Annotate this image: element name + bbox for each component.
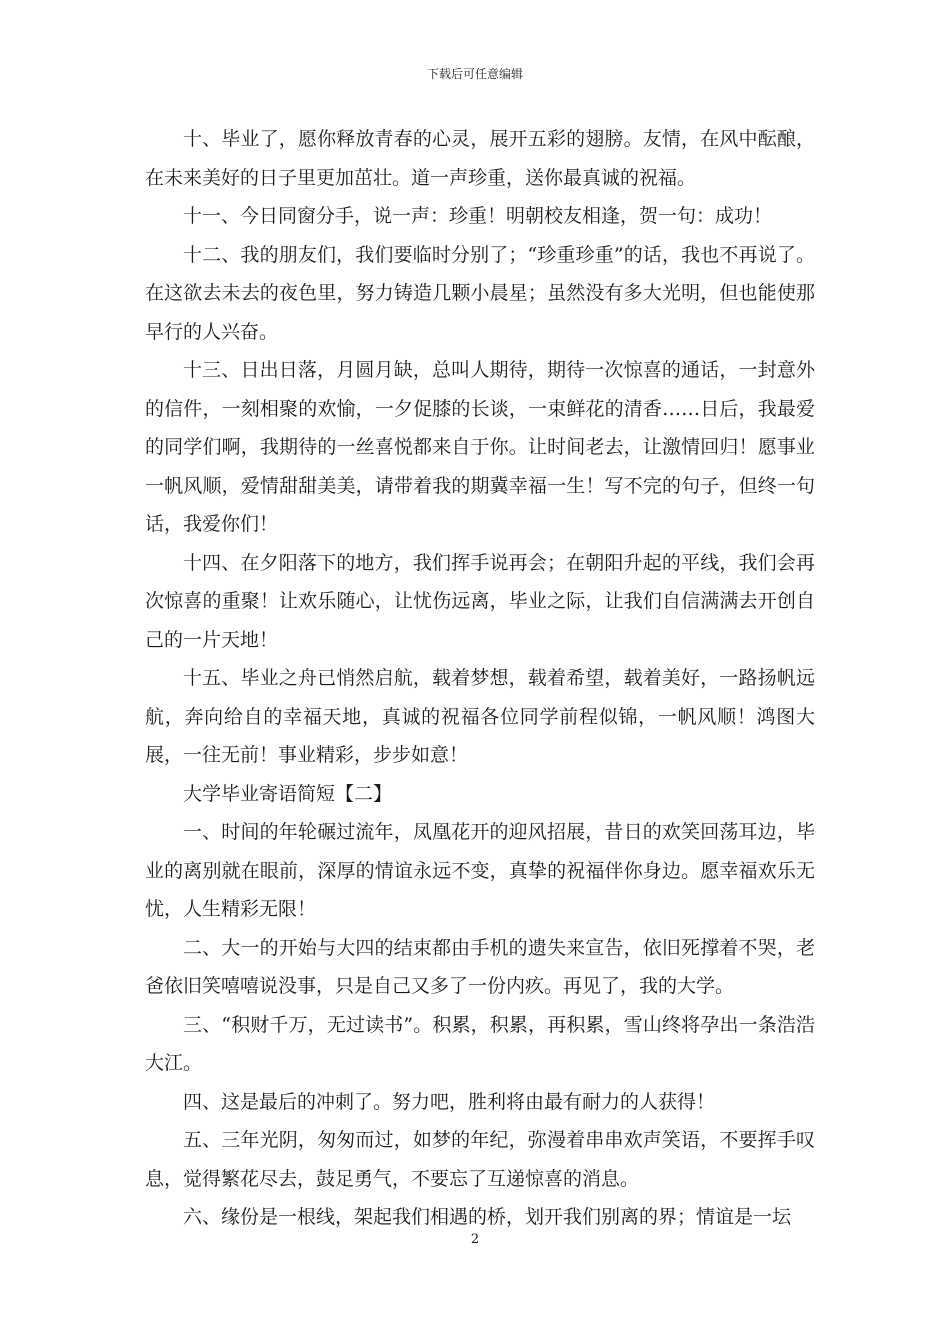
page-number: 2: [470, 1232, 480, 1247]
paragraph-1: 一、时间的年轮碾过流年，凤凰花开的迎风招展，昔日的欢笑回荡耳边，毕业的离别就在眼前，深厚的情谊永远不变，真挚的祝福伴你身边。愿幸福欢乐无忧，人生精彩无限！: [145, 821, 815, 920]
paragraph-13: 十三、日出日落，月圆月缺，总叫人期待，期待一次惊喜的通话，一封意外的信件，一刻相聚的欢愉，一夕促膝的长谈，一束鲜花的清香……日后，我最爱的同学们啊，我期待的一丝喜悦都来自于你。让时间老去，让激情回归！愿事业一帆风顺，爱情甜甜美美，请带着我的期冀幸福一生！写不完的句子，但终一句话，我爱你们！: [145, 359, 815, 535]
paragraph-15: 十五、毕业之舟已悄然启航，载着梦想，载着希望，载着美好，一路扬帆远航，奔向给自的幸福天地，真诚的祝福各位同学前程似锦，一帆风顺！鸿图大展，一往无前！事业精彩，步步如意！: [145, 667, 815, 766]
paragraph-5: 五、三年光阴，匆匆而过，如梦的年纪，弥漫着串串欢声笑语，不要挥手叹息，觉得繁花尽去，鼓足勇气，不要忘了互递惊喜的消息。: [145, 1129, 815, 1190]
paragraph-10: 十、毕业了，愿你释放青春的心灵，展开五彩的翅膀。友情，在风中酝酿，在未来美好的日子里更加茁壮。道一声珍重，送你最真诚的祝福。: [145, 128, 815, 189]
section-heading: 大学毕业寄语简短【二】: [183, 782, 393, 805]
paragraph-6: 六、缘份是一根线，架起我们相遇的桥，划开我们别离的界；情谊是一坛: [183, 1206, 792, 1228]
paragraph-12: 十二、我的朋友们，我们要临时分别了；“珍重珍重”的话，我也不再说了。在这欲去未去的夜色里，努力铸造几颗小晨星；虽然没有多大光明，但也能使那早行的人兴奋。: [145, 243, 815, 343]
paragraph-3: 三、“积财千万，无过读书”。积累，积累，再积累，雪山终将孕出一条浩浩大江。: [145, 1013, 815, 1074]
paragraph-11: 十一、今日同窗分手，说一声：珍重！明朝校友相逢，贺一句：成功！: [183, 205, 773, 227]
document-body: [145, 120, 815, 1237]
paragraph-4: 四、这是最后的冲刺了。努力吧，胜利将由最有耐力的人获得！: [183, 1090, 716, 1113]
paragraph-14: 十四、在夕阳落下的地方，我们挥手说再会；在朝阳升起的平线，我们会再次惊喜的重聚！让欢乐随心，让忧伤远离，毕业之际，让我们自信满满去开创自己的一片天地！: [145, 551, 815, 651]
paragraph-2: 二、大一的开始与大四的结束都由手机的遗失来宣告，依旧死撑着不哭，老爸依旧笑嘻嘻说没事，只是自己又多了一份内疚。再见了，我的大学。: [145, 936, 815, 997]
page-header: 下载后可任意编辑: [426, 67, 523, 81]
